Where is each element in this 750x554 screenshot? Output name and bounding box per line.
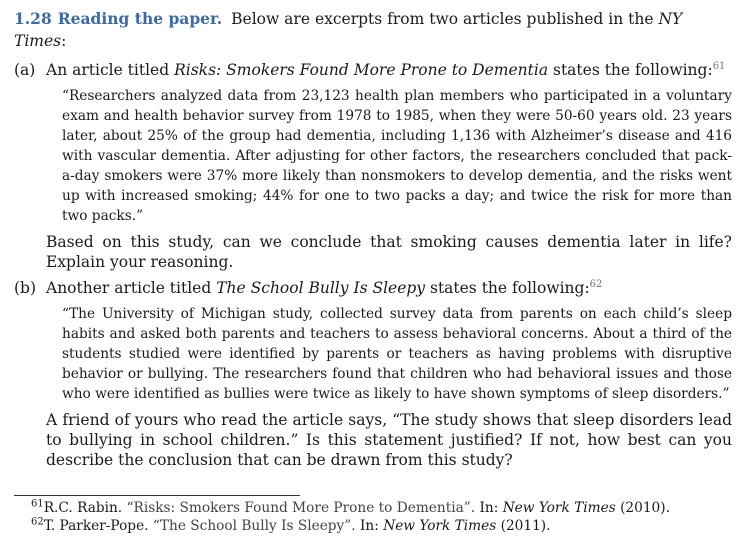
exercise-heading (14, 8, 732, 52)
footnote-ref-62[interactable]: 62 (589, 278, 603, 290)
part-a-quote: “Researchers analyzed data from 23,123 health plan members who participated in a voluntary exam and health behavior survey from 1978 to 1985, when they were 50-60 years old. 23 years later, about 25% of the group had dementia, including 1,136 with Alzheimer’s disease and 416 with vascular dementia. After adjusting for other factors, the researchers concluded that pack-a-day smokers were 37% more likely than nonsmokers to develop dementia, and the risks went up with increased smoking; 44% for one to two packs a day; and twice the risk for more than two packs.” (62, 88, 732, 224)
exercise-title: Reading the paper. (57, 9, 223, 28)
footnotes (14, 495, 732, 535)
heading-source: NY Times (14, 10, 683, 50)
part-a-intro-before: An article titled (46, 61, 170, 79)
part-a-intro-after: states the following: (553, 61, 713, 79)
part-a-question: Based on this study, can we conclude that smoking causes dementia later in life? Explain your reasoning. (46, 233, 732, 271)
part-a-label: (a) (14, 61, 36, 79)
footnote-62-year: (2011). (500, 518, 551, 534)
part-b-intro-before: Another article titled (46, 279, 212, 297)
part-b-label: (b) (14, 279, 37, 297)
footnote-61-in: In: (479, 500, 499, 516)
part-a-article-title: Risks: Smokers Found More Prone to Dementia (174, 61, 549, 79)
footnote-61 (14, 499, 732, 517)
part-b-quote: “The University of Michigan study, collected survey data from parents on each child’s sleep habits and asked both parents and teachers to assess behavioral concerns. About a third of the students studied were identified by parents or teachers as having problems with disruptive behavior or bullying. The researchers found that children who had behavioral issues and those who were identified as bullies were twice as likely to have shown symptoms of sleep disorders.” (62, 306, 732, 402)
footnote-ref-61[interactable]: 61 (712, 60, 726, 72)
footnote-61-author: R.C. Rabin. (43, 500, 123, 516)
footnote-61-title: “Risks: Smokers Found More Prone to Dementia”. (126, 500, 476, 516)
exercise-number: 1.28 (14, 9, 52, 28)
heading-colon: : (61, 32, 67, 50)
footnote-61-publication: New York Times (502, 500, 616, 516)
footnote-62-title: “The School Bully Is Sleepy”. (152, 518, 356, 534)
part-b (14, 278, 732, 470)
footnote-62-in: In: (360, 518, 379, 534)
part-b-question: A friend of yours who read the article says, “The study shows that sleep disorders lead to bullying in school children.” Is this statement justified? If not, how best can you describe the conclusion that can be drawn from this study? (46, 411, 732, 469)
part-a-intro (46, 60, 732, 80)
footnote-61-number: 61 (31, 498, 44, 510)
footnote-divider (14, 495, 300, 496)
heading-text: Below are excerpts from two articles published in the (231, 10, 654, 28)
part-b-intro-after: states the following: (429, 279, 590, 297)
footnote-62-publication: New York Times (383, 518, 497, 534)
footnote-61-year: (2010). (620, 500, 670, 516)
part-b-intro (46, 278, 732, 298)
part-a (14, 60, 732, 272)
footnote-62-author: T. Parker-Pope. (43, 518, 149, 534)
part-b-article-title: The School Bully Is Sleepy (216, 279, 426, 297)
footnote-62 (14, 517, 732, 535)
exercise (14, 8, 732, 476)
footnote-62-number: 62 (31, 516, 44, 528)
